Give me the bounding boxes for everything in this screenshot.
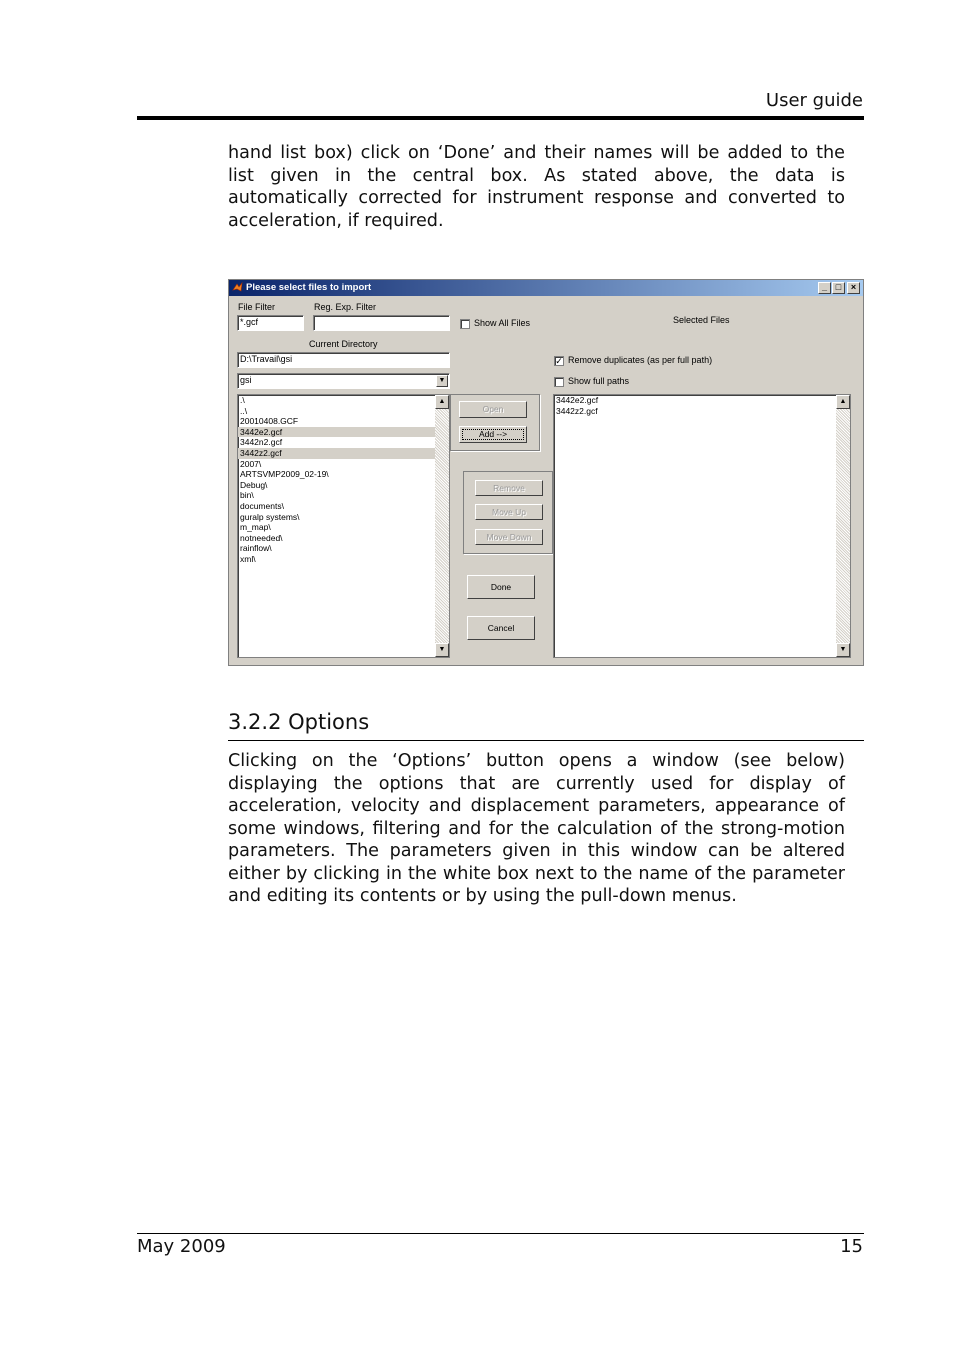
footer-date: May 2009 (137, 1236, 226, 1257)
file-filter-input[interactable]: *.gcf (237, 315, 304, 331)
file-list-item[interactable]: 3442e2.gcf (238, 427, 449, 438)
matlab-logo-icon (232, 282, 243, 293)
show-all-files-label: Show All Files (474, 318, 531, 328)
current-directory-label: Current Directory (309, 339, 378, 349)
show-full-paths-label: Show full paths (568, 376, 630, 386)
regexp-filter-input[interactable] (313, 315, 450, 331)
chevron-down-icon[interactable]: ▼ (436, 375, 448, 387)
file-list-item[interactable]: guralp systems\ (240, 511, 300, 522)
file-list-item[interactable]: ARTSVMP2009_02-19\ (240, 469, 329, 480)
regexp-filter-label: Reg. Exp. Filter (314, 302, 377, 312)
show-full-paths-checkbox[interactable] (554, 377, 564, 387)
body-paragraph-2: Clicking on the ‘Options’ button opens a window (see below) displaying the options that are currently used for display of acceleration, velocity and displacement parameters, appearance of some windows, filtering and for the calculation of the strong-motion parameters. The parameters given in this window can be altered either by clicking in the white box next to the name of the parameter and editing its contents or by using the pull-down menus. (228, 751, 845, 906)
move-up-button[interactable]: Move Up (475, 504, 543, 520)
done-button[interactable]: Done (467, 575, 535, 599)
file-list-item[interactable]: rainflow\ (240, 543, 272, 554)
section-rule (228, 740, 864, 741)
file-list-item[interactable]: notneeded\ (240, 532, 283, 543)
cancel-button[interactable]: Cancel (467, 616, 535, 640)
open-button[interactable]: Open (459, 401, 527, 418)
scroll-down-icon[interactable]: ▼ (435, 643, 449, 657)
file-browser-scrollbar[interactable] (435, 395, 449, 657)
add-button[interactable]: Add --> (459, 426, 527, 443)
file-list-item[interactable]: Debug\ (240, 479, 268, 490)
body-paragraph-1: hand list box) click on ‘Done’ and their names will be added to the list given in the central box. As stated above, the data is automatically corrected for instrument response and converted to acceleration, if required. (228, 143, 845, 231)
file-list-item[interactable]: ..\ (240, 405, 248, 416)
dialog-title: Please select files to import (246, 282, 372, 293)
file-list-item[interactable]: bin\ (240, 490, 254, 501)
show-all-files-checkbox[interactable] (460, 319, 470, 329)
header-rule (137, 116, 864, 120)
remove-button[interactable]: Remove (475, 480, 543, 496)
selected-file-item[interactable]: 3442z2.gcf (556, 405, 598, 416)
directory-combo-value: gsi (240, 375, 252, 385)
file-list-item[interactable]: documents\ (240, 500, 284, 511)
file-list-item[interactable]: 3442n2.gcf (240, 437, 283, 448)
file-list-item[interactable]: 3442z2.gcf (238, 448, 449, 459)
file-import-dialog (228, 279, 864, 666)
page-number: 15 (840, 1236, 863, 1257)
running-header: User guide (765, 90, 863, 111)
remove-duplicates-label: Remove duplicates (as per full path) (568, 355, 713, 365)
file-list-item[interactable]: 2007\ (240, 458, 262, 469)
move-down-button[interactable]: Move Down (475, 529, 543, 545)
footer-rule (137, 1233, 864, 1234)
close-icon[interactable]: × (847, 282, 860, 294)
selected-files-scrollbar[interactable] (836, 395, 850, 657)
file-browser-list[interactable] (237, 394, 450, 658)
file-list-item[interactable]: m_map\ (240, 522, 271, 533)
current-directory-input[interactable]: D:\Travail\gsi (237, 352, 450, 368)
file-filter-label: File Filter (238, 302, 276, 312)
minimize-icon[interactable]: _ (818, 282, 831, 294)
file-list-item[interactable]: xml\ (240, 553, 256, 564)
selected-files-rows (554, 395, 850, 416)
maximize-icon[interactable]: □ (832, 282, 845, 294)
scroll-up-icon[interactable]: ▲ (435, 395, 449, 409)
selected-file-item[interactable]: 3442e2.gcf (556, 395, 599, 405)
file-browser-rows (238, 395, 449, 565)
remove-duplicates-checkbox[interactable]: ✓ (555, 356, 563, 366)
selected-files-label: Selected Files (673, 315, 730, 325)
scroll-up-icon[interactable]: ▲ (836, 395, 850, 409)
file-list-item[interactable]: .\ (240, 395, 245, 405)
dialog-titlebar (229, 280, 863, 296)
scroll-down-icon[interactable]: ▼ (836, 643, 850, 657)
section-heading: 3.2.2 Options (228, 710, 370, 734)
selected-files-list[interactable] (553, 394, 851, 658)
file-list-item[interactable]: 20010408.GCF (240, 416, 299, 427)
directory-combo[interactable] (237, 373, 450, 389)
